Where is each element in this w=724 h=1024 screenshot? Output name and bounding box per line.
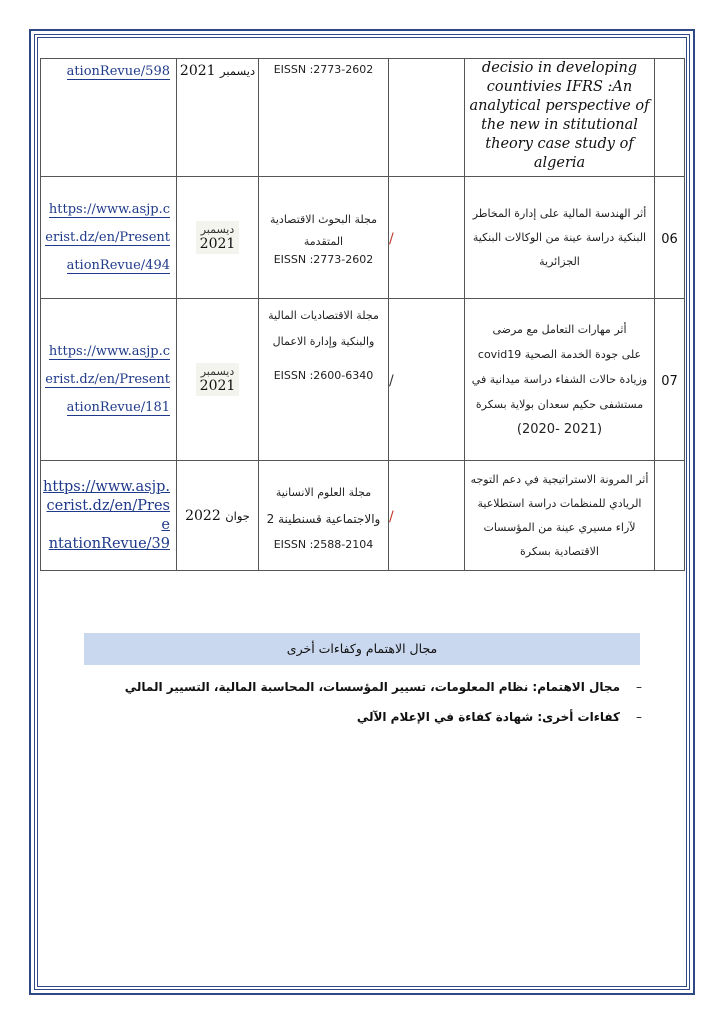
journal-issn: EISSN :2588-2104	[273, 538, 374, 551]
journal-cell	[259, 299, 389, 461]
table-row	[41, 461, 685, 571]
article-title: أثر مهارات التعامل مع مرضى على جودة الخدمة الصحية covid19 وزيادة حالات الشفاء دراسة ميدانية في مستشفى حكيم سعدان بولاية بسكرة (2021 -2020)	[471, 323, 648, 437]
slash-cell: /	[389, 177, 465, 299]
interests-list	[122, 676, 642, 736]
article-link[interactable]: https://www.asjp.c erist.dz/en/Present ationRevue/181	[45, 343, 170, 415]
article-title: أثر المرونة الاستراتيجية في دعم التوجه الريادي للمنظمات دراسة استطلاعية لآراء مسيري عينة من المؤسسات الاقتصادية بسكرة	[470, 472, 649, 558]
article-title: أثر الهندسة المالية على إدارة المخاطر البنكية دراسة عينة من الوكالات البنكية الجزائرية	[472, 206, 647, 268]
journal-issn: EISSN :2600-6340	[273, 369, 374, 382]
article-link[interactable]: https://www.asjp.c erist.dz/en/Present ationRevue/494	[45, 201, 170, 273]
list-item: –كفاءات أخرى: شهادة كفاءة في الإعلام الآلي	[356, 710, 642, 724]
journal-name: مجلة الاقتصاديات المالية والبنكية وإدارة الاعمال	[268, 309, 379, 348]
article-title: decisio in developing countivies IFRS :An analytical perspective of the new in stitutional theory case study of algeria	[469, 60, 650, 171]
table-row	[41, 59, 685, 177]
journal-cell	[259, 59, 389, 177]
publications-table	[40, 58, 685, 571]
url-cell	[41, 461, 177, 571]
date-cell	[177, 177, 259, 299]
list-item: –مجال الاهتمام: نظام المعلومات، تسيير المؤسسات، المحاسبة المالية، التسيير المالي	[124, 680, 642, 694]
title-cell	[465, 299, 655, 461]
slash-cell	[389, 59, 465, 177]
date-cell	[177, 299, 259, 461]
number-cell	[655, 461, 685, 571]
journal-name: مجلة البحوث الاقتصادية المتقدمة	[269, 213, 378, 248]
table-row	[41, 299, 685, 461]
number-cell	[655, 59, 685, 177]
number-cell: 06	[655, 177, 685, 299]
title-cell	[465, 461, 655, 571]
journal-issn: EISSN :2773-2602	[273, 253, 374, 266]
date-cell	[177, 461, 259, 571]
article-link[interactable]: https://www.asjp. cerist.dz/en/Prese ntationRevue/39	[43, 478, 170, 552]
journal-cell	[259, 177, 389, 299]
publication-date: ديسمبر 2021	[196, 363, 240, 396]
slash-cell: /	[389, 461, 465, 571]
publication-date: جوان 2022	[185, 507, 250, 524]
url-cell	[41, 59, 177, 177]
date-cell	[177, 59, 259, 177]
journal-name: مجلة العلوم الانسانية والاجتماعية قسنطينة 2	[266, 486, 381, 526]
url-cell	[41, 177, 177, 299]
publication-date: ديسمبر 2021	[196, 221, 240, 254]
journal-issn: EISSN :2773-2602	[273, 63, 374, 76]
table-row	[41, 177, 685, 299]
slash-cell: /	[389, 299, 465, 461]
number-cell: 07	[655, 299, 685, 461]
journal-cell	[259, 461, 389, 571]
title-cell	[465, 177, 655, 299]
section-title: مجال الاهتمام وكفاءات أخرى	[84, 633, 640, 665]
publication-date: ديسمبر 2021	[179, 63, 256, 79]
title-cell	[465, 59, 655, 177]
article-link[interactable]: ationRevue/598	[66, 64, 170, 79]
url-cell	[41, 299, 177, 461]
